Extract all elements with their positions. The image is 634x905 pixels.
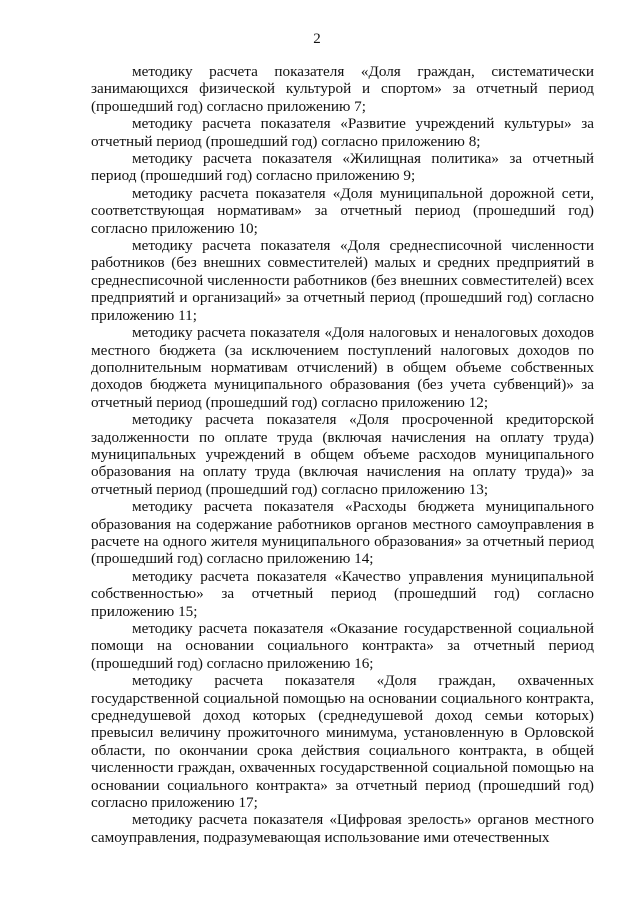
paragraph-appendix-10: методику расчета показателя «Доля муниципальной дорожной сети, соответствующая нормативам» за отчетный период (прошедший год) согласно приложению 10; bbox=[91, 184, 594, 237]
page-number: 2 bbox=[313, 31, 321, 47]
paragraph-appendix-11: методику расчета показателя «Доля среднесписочной численности работников (без внешних совместителей) малых и средних предприятий в среднесписочной численности работников (без внешних совместителей) всех предприятий и организаций» за отчетный период (прошедший год) согласно приложению 11; bbox=[91, 237, 594, 324]
paragraph-appendix-15: методику расчета показателя «Качество управления муниципальной собственностью» за отчетный период (прошедший год) согласно приложению 15; bbox=[91, 567, 594, 620]
paragraph-appendix-17: методику расчета показателя «Доля граждан, охваченных государственной социальной помощью на основании социального контракта, среднедушевой доход которых (среднедушевой доход семьи которых) превысил величину прожиточного минимума, установленную в Орловской области, по окончании срока действия социального контракта, в общей численности граждан, охваченных государственной социальной помощью на основании социального контракта» за отчетный период (прошедший год) согласно приложению 17; bbox=[91, 672, 594, 812]
paragraph-appendix-16: методику расчета показателя «Оказание государственной социальной помощи на основании социального контракта» за отчетный период (прошедший год) согласно приложению 16; bbox=[91, 620, 594, 672]
paragraph-appendix-14: методику расчета показателя «Расходы бюджета муниципального образования на содержание работников органов местного самоуправления в расчете на одного жителя муниципального образования» за отчетный период (прошедший год) согласно приложению 14; bbox=[91, 498, 594, 568]
paragraph-appendix-8: методику расчета показателя «Развитие учреждений культуры» за отчетный период (прошедший год) согласно приложению 8; bbox=[91, 115, 594, 150]
paragraph-appendix-9: методику расчета показателя «Жилищная политика» за отчетный период (прошедший год) согласно приложению 9; bbox=[91, 150, 594, 185]
paragraph-appendix-7: методику расчета показателя «Доля граждан, систематически занимающихся физической культурой и спортом» за отчетный период (прошедший год) согласно приложению 7; bbox=[91, 63, 594, 115]
paragraph-appendix-13: методику расчета показателя «Доля просроченной кредиторской задолженности по оплате труда (включая начисления на оплату труда) муниципальных учреждений в общем объеме расходов муниципального образования на оплату труда (включая начисления на оплату труда)» за отчетный период (прошедший год) согласно приложению 13; bbox=[91, 411, 594, 498]
paragraph-appendix-12: методику расчета показателя «Доля налоговых и неналоговых доходов местного бюджета (за исключением поступлений налоговых доходов по дополнительным нормативам отчислений) в общем объеме собственных доходов бюджета муниципального образования (без учета субвенций)» за отчетный период (прошедший год) согласно приложению 12; bbox=[91, 324, 594, 411]
document-body bbox=[91, 63, 594, 846]
paragraph-digital-maturity: методику расчета показателя «Цифровая зрелость» органов местного самоуправления, подразумевающая использование ими отечественных bbox=[91, 811, 594, 846]
